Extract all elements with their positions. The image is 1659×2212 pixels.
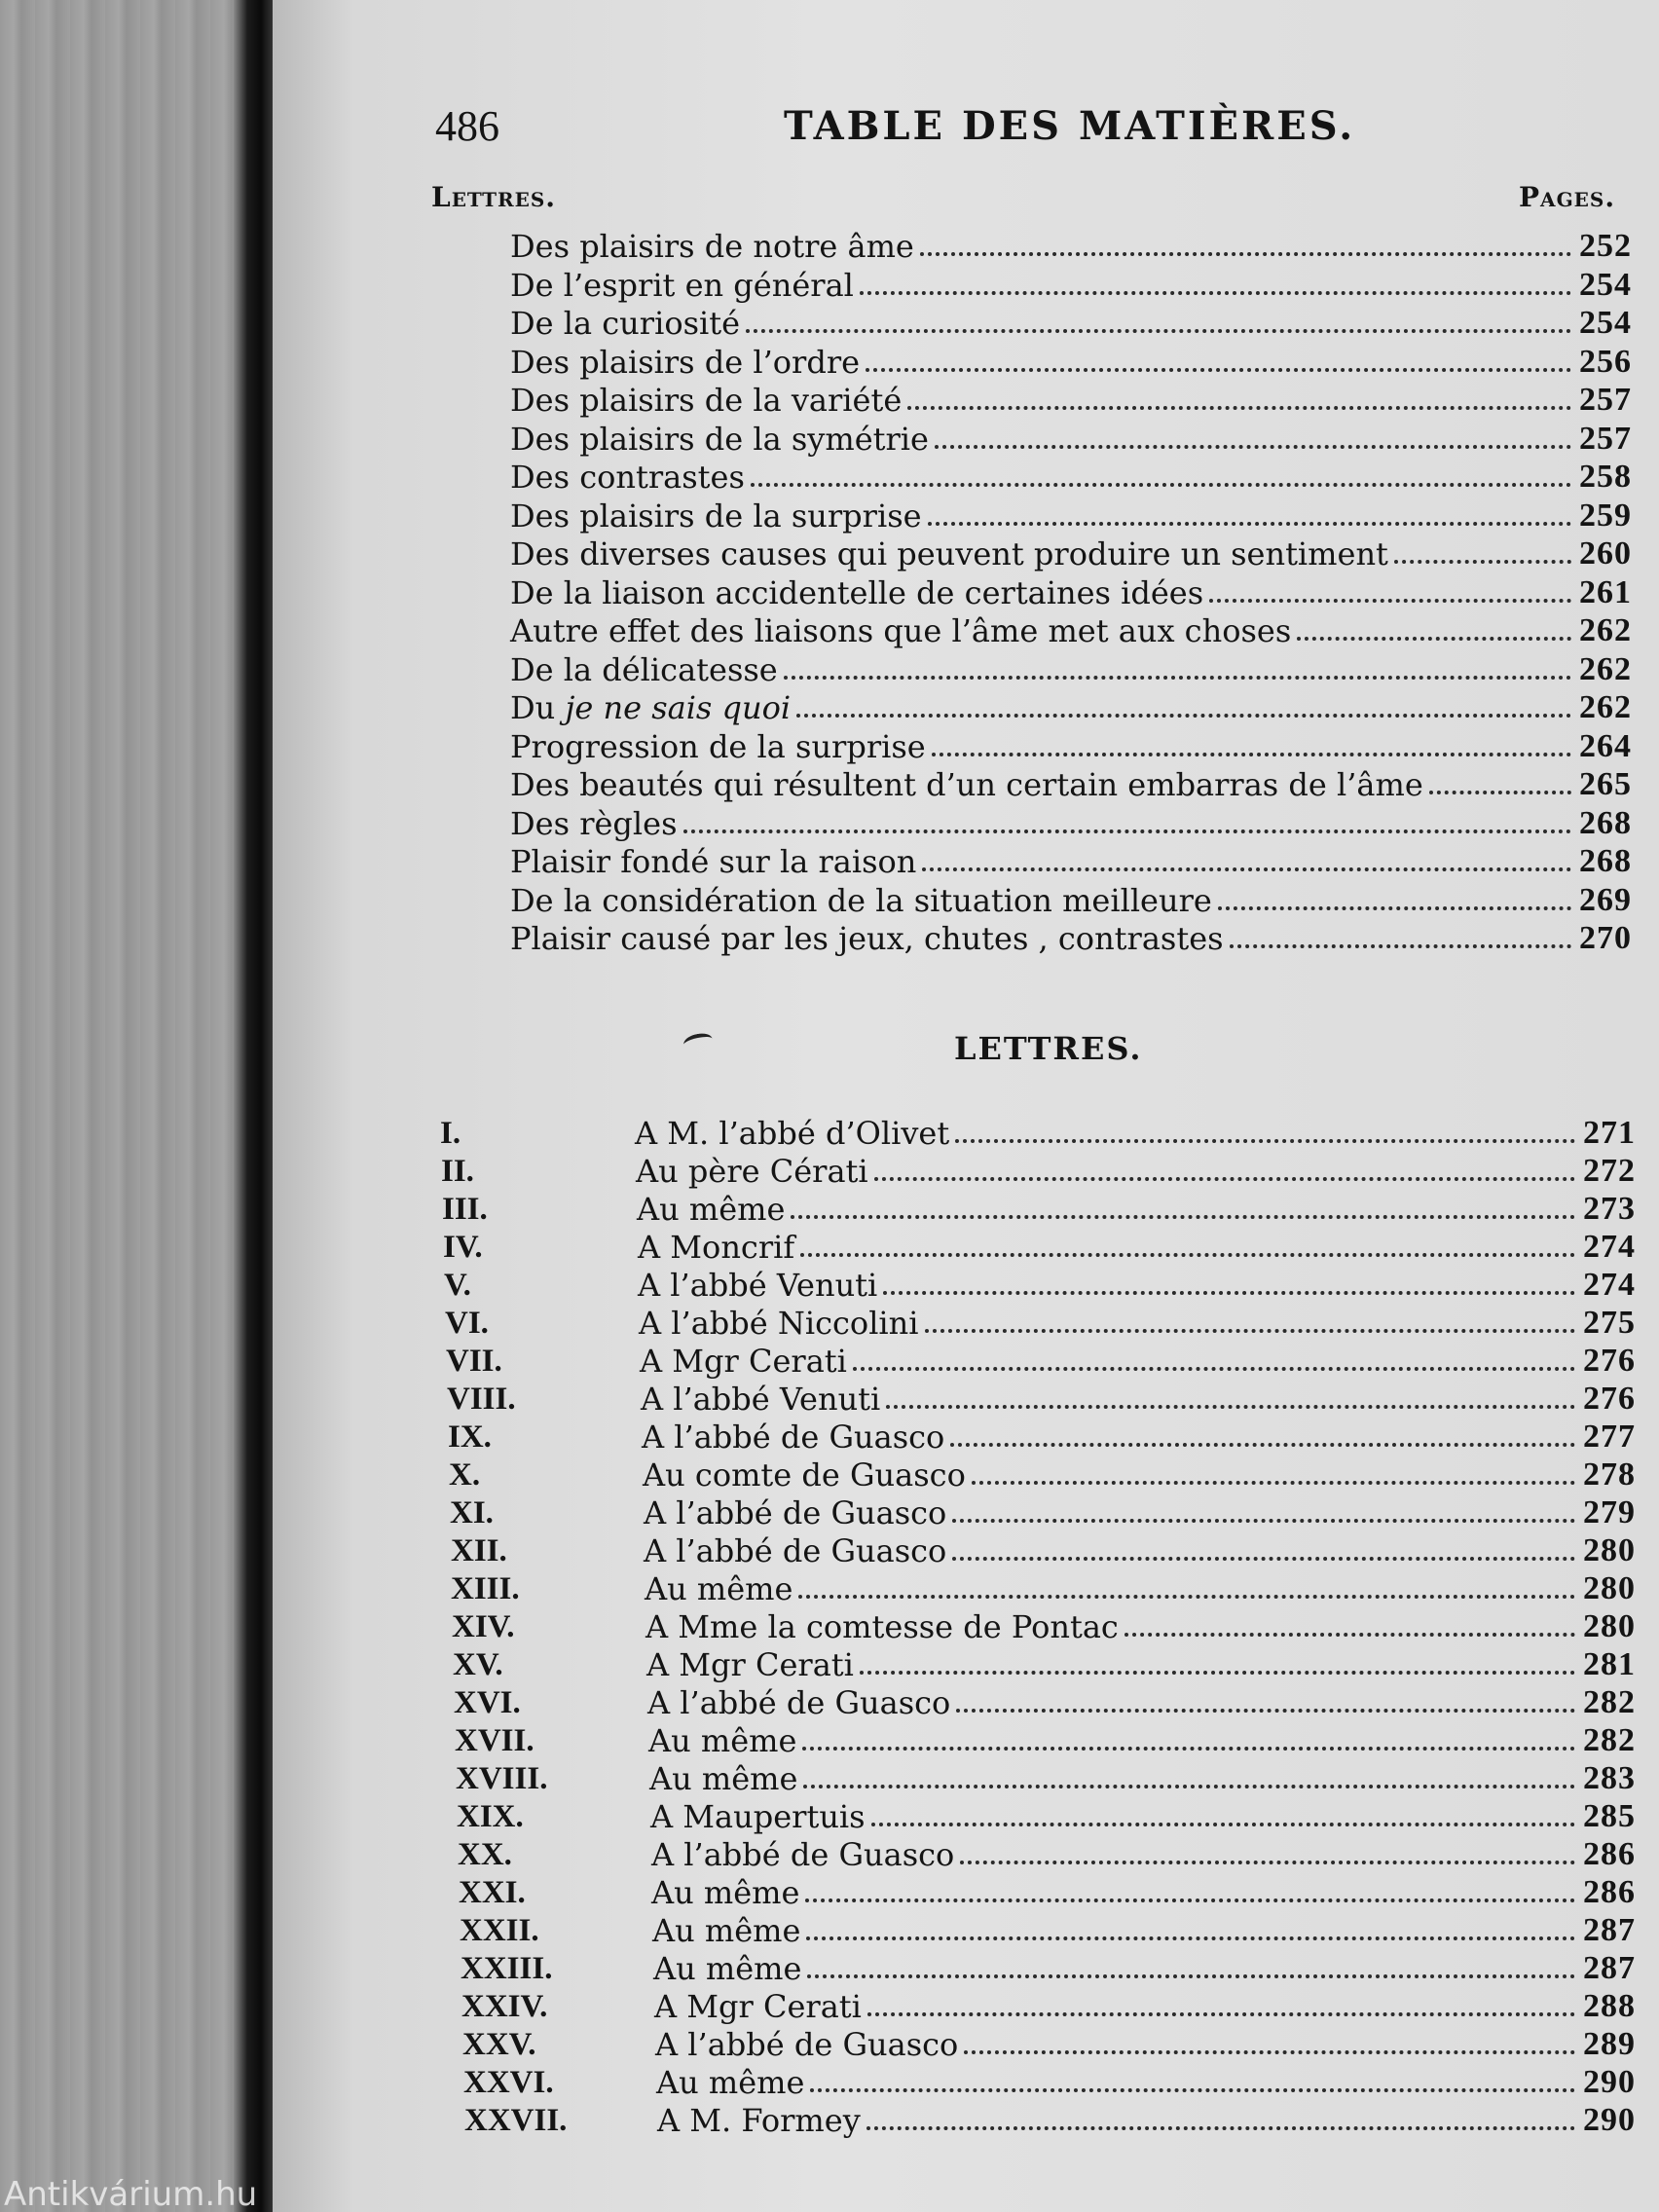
toc-row	[510, 688, 1632, 727]
letter-row	[637, 1190, 1636, 1229]
toc-title	[510, 688, 791, 727]
letter-number: XIV.	[452, 1609, 515, 1644]
toc-row	[510, 420, 1632, 459]
toc-title: Des contrastes	[510, 459, 745, 496]
letter-row	[644, 1531, 1636, 1570]
letter-page: 288	[1583, 1988, 1636, 2024]
toc-row	[510, 611, 1632, 650]
letter-page: 285	[1583, 1798, 1636, 1834]
letter-page: 275	[1583, 1305, 1636, 1341]
letter-number: XXIII.	[461, 1951, 553, 1986]
letter-row	[652, 1911, 1636, 1950]
toc-row	[510, 381, 1632, 420]
letter-row	[645, 1607, 1636, 1646]
toc-row	[510, 573, 1632, 612]
dot-leader	[960, 1861, 1575, 1864]
toc-title: Plaisir causé par les jeux, chutes , contrastes	[510, 920, 1224, 957]
dot-leader	[746, 329, 1571, 333]
toc-page: 261	[1579, 574, 1632, 610]
dot-leader	[907, 406, 1571, 410]
letter-title: A Mgr Cerati	[646, 1646, 854, 1683]
letter-number: XXVI.	[463, 2065, 554, 2100]
letter-row	[650, 1797, 1636, 1836]
toc-page: 257	[1579, 382, 1632, 418]
letter-row	[653, 1949, 1636, 1988]
letter-page: 279	[1583, 1494, 1636, 1530]
toc-title: Des plaisirs de la surprise	[510, 498, 922, 535]
letter-page: 280	[1583, 1570, 1636, 1606]
letter-row	[647, 1683, 1636, 1722]
dot-leader	[964, 2050, 1575, 2054]
letter-page: 273	[1583, 1191, 1636, 1227]
dot-leader	[784, 676, 1571, 680]
dot-leader	[886, 1405, 1575, 1409]
letter-number: XXVII.	[464, 2103, 568, 2138]
toc-page: 260	[1579, 535, 1632, 571]
letter-number: XI.	[450, 1495, 494, 1530]
toc-row	[510, 804, 1632, 843]
toc-title: De la délicatesse	[510, 651, 778, 688]
toc-title: Progression de la surprise	[510, 728, 926, 765]
toc-title: Des règles	[510, 805, 678, 842]
dot-leader	[866, 368, 1571, 372]
letter-title: A l’abbé de Guasco	[655, 2026, 959, 2063]
letter-page: 274	[1583, 1267, 1636, 1303]
toc-page: 268	[1579, 805, 1632, 841]
letter-title: A l’abbé de Guasco	[642, 1419, 945, 1456]
toc-page: 256	[1579, 344, 1632, 380]
letter-row	[638, 1228, 1636, 1267]
letter-row	[636, 1152, 1636, 1191]
toc-title: De la curiosité	[510, 305, 741, 342]
letter-number: XXI.	[459, 1875, 526, 1910]
letter-title: Au même	[651, 1874, 800, 1911]
toc-title-italic: je ne sais quoi	[565, 689, 792, 726]
toc-title: De l’esprit en général	[510, 267, 854, 304]
dot-leader	[1394, 560, 1571, 564]
letter-row	[643, 1456, 1636, 1494]
letter-page: 280	[1583, 1608, 1636, 1644]
letter-page: 274	[1583, 1229, 1636, 1265]
watermark: Antikvárium.hu	[4, 2177, 258, 2212]
letter-number: XXV.	[462, 2027, 536, 2062]
letter-title: A Mgr Cerati	[654, 1988, 862, 2025]
toc-row	[510, 458, 1632, 497]
dot-leader	[922, 867, 1571, 871]
letter-number: VII.	[446, 1344, 502, 1379]
toc-page: 262	[1579, 651, 1632, 687]
letter-title: A Maupertuis	[650, 1798, 866, 1835]
letter-number: XIX.	[457, 1799, 524, 1834]
letter-number: I.	[440, 1116, 461, 1151]
letter-number: XII.	[451, 1533, 507, 1568]
letter-title: Au même	[648, 1722, 797, 1759]
toc-page: 270	[1579, 920, 1632, 956]
dot-leader	[950, 1443, 1575, 1447]
letter-number: X.	[449, 1457, 481, 1493]
dot-leader	[860, 1671, 1575, 1675]
letter-title: A l’abbé de Guasco	[644, 1532, 947, 1569]
letter-row	[657, 2101, 1636, 2140]
toc-row	[510, 227, 1632, 266]
letter-page: 286	[1583, 1874, 1636, 1910]
letter-page: 272	[1583, 1153, 1636, 1189]
letter-title: Au même	[645, 1570, 793, 1607]
dot-leader	[955, 1139, 1575, 1143]
toc-page: 264	[1579, 728, 1632, 764]
letter-page: 277	[1583, 1419, 1636, 1455]
dot-leader	[956, 1709, 1575, 1713]
letter-number: II.	[441, 1154, 474, 1189]
dot-leader	[925, 1329, 1576, 1333]
toc-title-prefix: Du	[510, 689, 566, 726]
dot-leader	[798, 1595, 1575, 1599]
dot-leader	[791, 1215, 1575, 1219]
letter-title: A Mgr Cerati	[640, 1343, 847, 1380]
letter-row	[640, 1342, 1636, 1381]
letter-number: XVIII.	[456, 1761, 548, 1796]
dot-leader	[920, 252, 1571, 256]
letter-page: 276	[1583, 1343, 1636, 1379]
dot-leader	[1230, 944, 1571, 948]
toc-row	[510, 304, 1632, 343]
letter-row	[642, 1418, 1636, 1456]
page-title: TABLE DES MATIÈRES.	[784, 103, 1356, 149]
dot-leader	[871, 1823, 1575, 1826]
dot-leader	[796, 714, 1571, 718]
toc-page: 257	[1579, 421, 1632, 457]
toc-row	[510, 343, 1632, 382]
toc-title: De la considération de la situation meilleure	[510, 882, 1212, 919]
letter-page: 286	[1583, 1836, 1636, 1872]
toc-row	[510, 266, 1632, 305]
letter-title: Au même	[653, 1950, 802, 1987]
page-gutter-shadow	[234, 0, 273, 2212]
toc-row	[510, 650, 1632, 689]
letter-title: A M. Formey	[657, 2102, 861, 2139]
dot-leader	[1218, 906, 1571, 910]
letter-title: A Mme la comtesse de Pontac	[645, 1608, 1119, 1645]
letter-row	[644, 1493, 1636, 1532]
letter-number: IX.	[448, 1419, 492, 1455]
letter-title: Au même	[637, 1191, 786, 1228]
toc-row	[510, 919, 1632, 958]
dot-leader	[952, 1519, 1575, 1523]
letter-number: XX.	[458, 1837, 512, 1872]
letter-page: 289	[1583, 2026, 1636, 2062]
dot-leader	[867, 2012, 1575, 2016]
letter-title: A M. l’abbé d’Olivet	[635, 1115, 950, 1152]
letter-page: 281	[1583, 1646, 1636, 1682]
book-binding	[0, 0, 258, 2212]
dot-leader	[972, 1481, 1575, 1485]
letter-number: XV.	[453, 1647, 503, 1682]
letter-page: 290	[1583, 2102, 1636, 2138]
dot-leader	[805, 1899, 1575, 1902]
letter-number: XVI.	[454, 1685, 521, 1720]
letter-number: XXII.	[460, 1913, 539, 1948]
letter-row	[651, 1873, 1636, 1912]
letter-page: 278	[1583, 1456, 1636, 1493]
letter-row	[656, 2063, 1636, 2102]
dot-leader	[810, 2088, 1575, 2092]
letter-row	[645, 1569, 1636, 1608]
toc-title: Des beautés qui résultent d’un certain embarras de l’âme	[510, 766, 1423, 803]
letter-title: Au même	[652, 1912, 801, 1949]
dot-leader	[751, 483, 1571, 487]
letter-title: Au comte de Guasco	[643, 1456, 966, 1493]
toc-page: 262	[1579, 612, 1632, 648]
letter-row	[635, 1114, 1636, 1153]
letter-title: A l’abbé Niccolini	[639, 1305, 919, 1342]
letter-page: 287	[1583, 1912, 1636, 1948]
toc-row	[510, 881, 1632, 920]
letter-title: A l’abbé de Guasco	[647, 1684, 951, 1721]
letter-row	[641, 1380, 1636, 1419]
letter-page: 282	[1583, 1722, 1636, 1758]
letter-title: A l’abbé Venuti	[641, 1381, 881, 1418]
toc-title: Plaisir fondé sur la raison	[510, 843, 917, 880]
letter-title: A l’abbé de Guasco	[651, 1836, 955, 1873]
dot-leader	[803, 1785, 1575, 1788]
letter-number: VIII.	[447, 1382, 516, 1417]
toc-page: 269	[1579, 882, 1632, 918]
toc-page: 265	[1579, 766, 1632, 802]
letter-row	[651, 1835, 1636, 1874]
toc-row	[510, 842, 1632, 881]
letter-row	[646, 1645, 1636, 1684]
toc-page: 262	[1579, 689, 1632, 725]
toc-title: Des plaisirs de la variété	[510, 382, 903, 419]
dot-leader	[853, 1367, 1575, 1371]
toc-title: Des plaisirs de la symétrie	[510, 421, 929, 458]
dot-leader	[874, 1177, 1575, 1181]
column-header-pages: Pages.	[1519, 181, 1616, 213]
toc-title: Des plaisirs de l’ordre	[510, 344, 861, 381]
dot-leader	[1297, 637, 1571, 641]
dot-leader	[952, 1557, 1575, 1561]
dot-leader	[935, 445, 1571, 449]
toc-title: Des diverses causes qui peuvent produire un sentiment	[510, 535, 1388, 572]
dot-leader	[866, 2126, 1575, 2130]
letter-number: III.	[442, 1192, 488, 1227]
letter-number: XIII.	[451, 1571, 520, 1606]
toc-title: Des plaisirs de notre âme	[510, 228, 914, 265]
letter-number: V.	[444, 1268, 471, 1303]
letter-number: XVII.	[455, 1723, 535, 1758]
dot-leader	[806, 1936, 1575, 1940]
letter-title: A Moncrif	[638, 1229, 795, 1266]
toc-row	[510, 535, 1632, 573]
toc-title: Autre effet des liaisons que l’âme met aux choses	[510, 612, 1292, 649]
letter-row	[655, 2025, 1636, 2064]
toc-page: 268	[1579, 843, 1632, 879]
dot-leader	[807, 1974, 1575, 1978]
letter-row	[648, 1721, 1636, 1760]
toc-page: 258	[1579, 459, 1632, 495]
letter-number: XXIV.	[461, 1989, 548, 2024]
dot-leader	[883, 1291, 1575, 1295]
letter-row	[639, 1304, 1636, 1343]
toc-page: 259	[1579, 498, 1632, 534]
letter-title: Au même	[656, 2064, 805, 2101]
toc-page: 252	[1579, 228, 1632, 264]
dot-leader	[1124, 1633, 1575, 1637]
letter-title: A l’abbé Venuti	[638, 1267, 878, 1304]
letter-row	[638, 1266, 1636, 1305]
letter-row	[649, 1759, 1636, 1798]
letter-page: 276	[1583, 1381, 1636, 1417]
toc-title: De la liaison accidentelle de certaines idées	[510, 574, 1204, 611]
section-heading-lettres: LETTRES.	[954, 1030, 1143, 1067]
toc-row	[510, 497, 1632, 535]
dot-leader	[1429, 791, 1571, 794]
letter-page: 283	[1583, 1760, 1636, 1796]
letter-row	[654, 1987, 1636, 2026]
dot-leader	[802, 1747, 1575, 1751]
toc-page: 254	[1579, 305, 1632, 341]
letter-page: 287	[1583, 1950, 1636, 1986]
letter-page: 290	[1583, 2064, 1636, 2100]
letter-page: 280	[1583, 1532, 1636, 1568]
dot-leader	[683, 830, 1572, 833]
dot-leader	[1209, 599, 1571, 603]
column-header-letters: Lettres.	[431, 181, 557, 213]
dot-leader	[928, 522, 1571, 526]
page-number: 486	[435, 102, 499, 150]
dot-leader	[800, 1253, 1575, 1257]
toc-page: 254	[1579, 267, 1632, 303]
dot-leader	[860, 291, 1571, 295]
letter-number: IV.	[443, 1230, 483, 1265]
letter-number: VI.	[445, 1306, 489, 1341]
letter-page: 271	[1583, 1115, 1636, 1151]
letter-title: Au même	[649, 1760, 798, 1797]
letter-title: A l’abbé de Guasco	[644, 1494, 947, 1531]
toc-row	[510, 727, 1632, 766]
toc-row	[510, 765, 1632, 804]
letter-title: Au père Cérati	[636, 1153, 868, 1190]
letter-page: 282	[1583, 1684, 1636, 1720]
dot-leader	[932, 753, 1571, 756]
